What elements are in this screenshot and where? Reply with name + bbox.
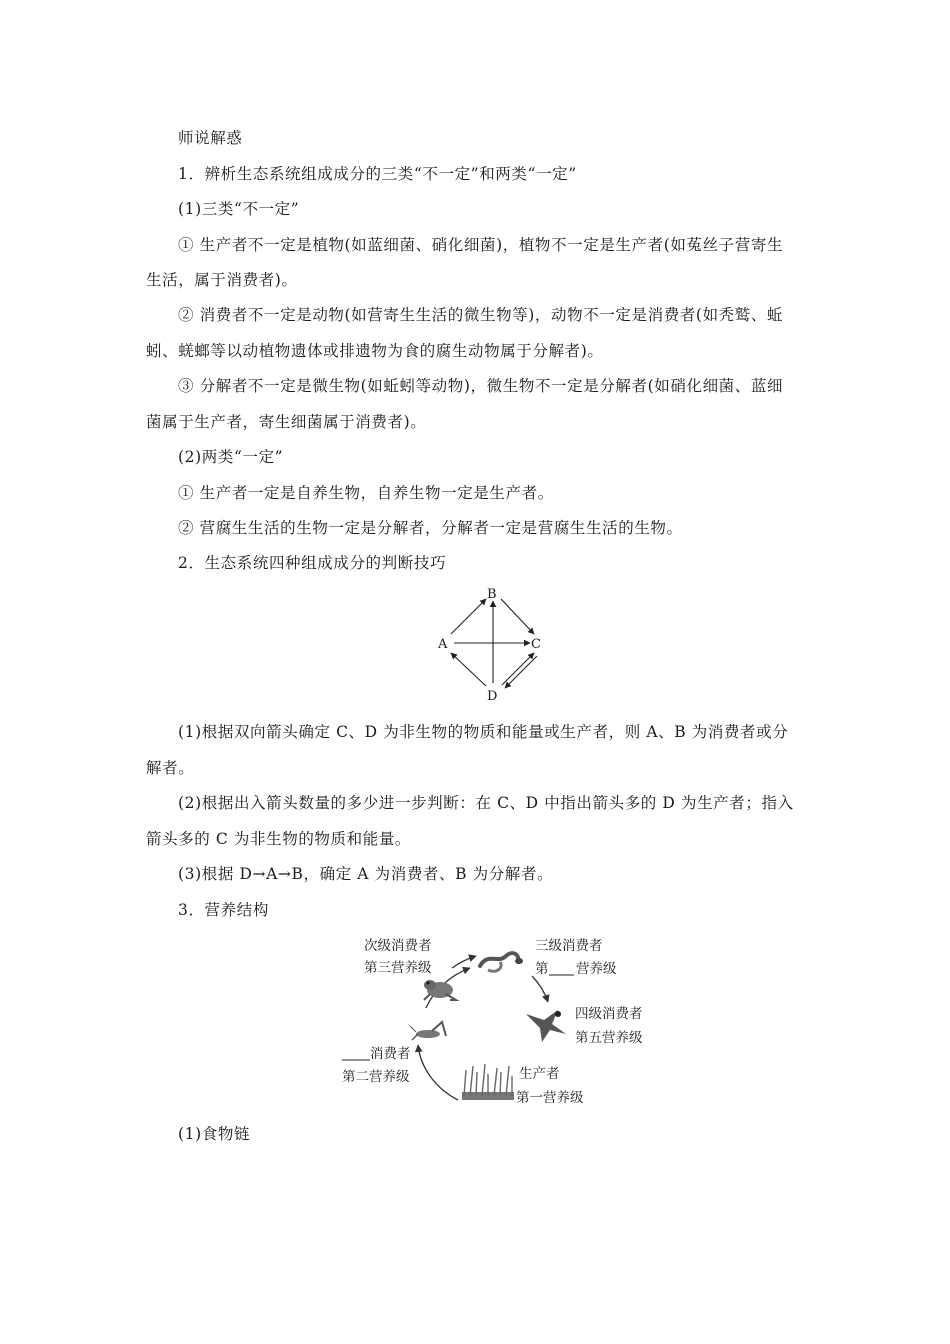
arrow-frog-to-snake xyxy=(452,956,476,968)
paragraph-7-line-2: 箭头多的 C 为非生物的物质和能量。 xyxy=(146,830,412,848)
arrow-c-to-d xyxy=(505,656,537,688)
arrow-b-to-c xyxy=(501,599,534,634)
abcd-relation-diagram xyxy=(430,583,560,705)
node-c-label: C xyxy=(531,637,541,652)
section-3-title: 3．营养结构 xyxy=(178,901,269,919)
node-d-label: D xyxy=(487,689,498,704)
section-2-title: 2．生态系统四种组成成分的判断技巧 xyxy=(178,554,447,572)
grasshopper-icon xyxy=(410,1022,446,1040)
tertiary-role-label: 次级消费者 xyxy=(364,938,432,954)
section-1-title: 1．辨析生态系统组成成分的三类“不一定”和两类“一定” xyxy=(178,165,577,183)
grasshopper-level-label: 第二营养级 xyxy=(342,1069,410,1085)
frog-icon xyxy=(424,980,456,1000)
paragraph-5: ② 营腐生生活的生物一定是分解者，分解者一定是营腐生生活的生物。 xyxy=(178,519,683,537)
food-chain-diagram xyxy=(330,930,660,1110)
paragraph-1-line-2: 生活，属于消费者)。 xyxy=(146,271,298,289)
eagle-level-label: 第五营养级 xyxy=(575,1030,643,1046)
arrow-d-to-c xyxy=(502,653,534,685)
paragraph-3-line-1: ③ 分解者不一定是微生物(如蚯蚓等动物)，微生物不一定是分解者(如硝化细菌、蓝细 xyxy=(178,377,784,395)
section-3-1-title: (1)食物链 xyxy=(178,1125,251,1143)
paragraph-6-line-1: (1)根据双向箭头确定 C、D 为非生物的物质和能量或生产者，则 A、B 为消费者或分 xyxy=(178,723,789,741)
node-b-label: B xyxy=(487,587,497,602)
producer-level-label: 第一营养级 xyxy=(516,1090,584,1106)
eagle-role-label: 四级消费者 xyxy=(575,1006,643,1022)
paragraph-1-line-1: ① 生产者不一定是植物(如蓝细菌、硝化细菌)，植物不一定是生产者(如菟丝子营寄生 xyxy=(178,236,784,254)
paragraph-2-line-2: 蚓、蜣螂等以动植物遗体或排遗物为食的腐生动物属于分解者)。 xyxy=(146,342,604,360)
paragraph-2-line-1: ② 消费者不一定是动物(如营寄生生活的微生物等)，动物不一定是消费者(如秃鹫、蚯 xyxy=(178,306,784,324)
section-1-2-title: (2)两类“一定” xyxy=(178,448,284,466)
grass-icon xyxy=(462,1064,514,1100)
snake-role-label: 三级消费者 xyxy=(535,938,603,954)
node-a-label: A xyxy=(438,637,448,652)
paragraph-6-line-2: 解者。 xyxy=(146,759,195,777)
grasshopper-role-label: 消费者 xyxy=(370,1046,411,1062)
arrow-grass-to-grasshopper xyxy=(418,1045,458,1100)
eagle-icon xyxy=(526,1010,566,1042)
paragraph-3-line-2: 菌属于生产者，寄生细菌属于消费者)。 xyxy=(146,413,427,431)
arrow-d-to-a xyxy=(451,653,486,686)
paragraph-4: ① 生产者一定是自养生物，自养生物一定是生产者。 xyxy=(178,484,554,502)
section-heading: 师说解惑 xyxy=(178,129,243,147)
snake-level-prefix: 第 xyxy=(535,961,549,977)
tertiary-level-label: 第三营养级 xyxy=(364,960,432,976)
snake-level-suffix: 营养级 xyxy=(576,961,617,977)
arrow-a-to-b xyxy=(451,599,486,634)
snake-icon xyxy=(480,953,523,971)
section-1-1-title: (1)三类“不一定” xyxy=(178,200,300,218)
producer-role-label: 生产者 xyxy=(519,1066,560,1082)
paragraph-7-line-1: (2)根据出入箭头数量的多少进一步判断：在 C、D 中指出箭头多的 D 为生产者；指入 xyxy=(178,794,794,812)
paragraph-8: (3)根据 D→A→B，确定 A 为消费者、B 为分解者。 xyxy=(178,865,554,883)
arrow-snake-to-eagle xyxy=(532,976,548,1002)
